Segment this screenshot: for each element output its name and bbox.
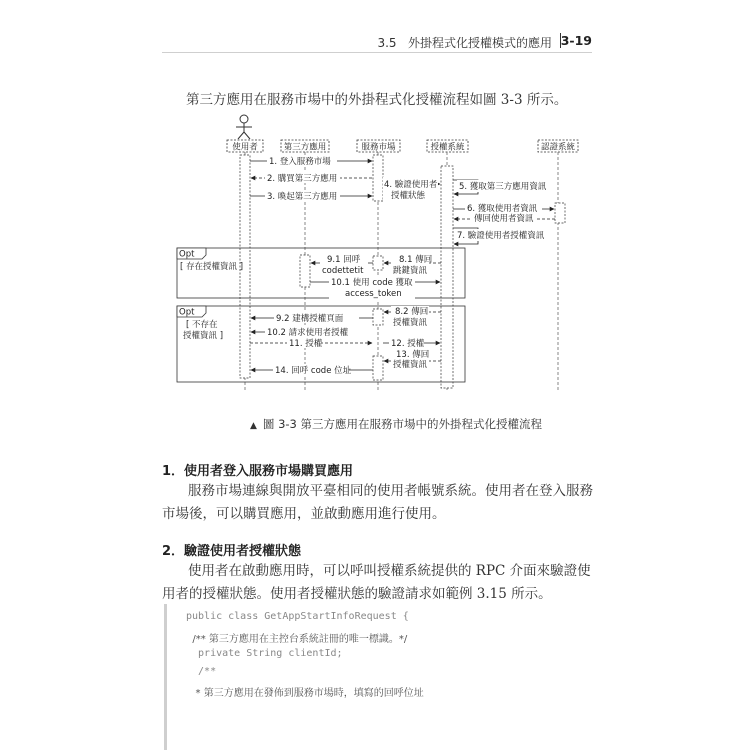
msg-11: 11. 授權 [289,339,323,349]
msg-13a: 13. 傳回 [396,350,430,360]
participant-label-identity-system: 認證系統 [540,142,576,153]
participant-label-third-party-app: 第三方應用 [283,142,327,153]
activation-auth-system [441,166,453,388]
msg-8-1b: 跳鍵資訊 [393,266,428,276]
header-section-title: 3.5 外掛程式化授權模式的應用 [377,36,552,50]
participant-label-auth-system: 授權系統 [430,142,465,153]
opt-condition-2b: 授權資訊 ] [183,331,224,341]
code-line: private String clientId; [186,648,343,659]
section-2-title: 2．驗證使用者授權狀態 [162,544,302,559]
code-line: * 第三方應用在發佈到服務市場時，填寫的回呼位址 [186,688,424,699]
caption-marker: ▲ [250,421,257,431]
msg-7: 7. 驗證使用者授權資訊 [457,231,545,241]
code-line: public class GetAppStartInfoRequest { [186,611,409,622]
section-2-body: 使用者在啟動應用時，可以呼叫授權系統提供的 RPC 介面來驗證使用者的授權狀態。使用者授權狀態的驗證請求如範例 3.15 所示。 [162,563,591,602]
caption-text: 圖 3-3 第三方應用在服務市場中的外掛程式化授權流程 [262,417,543,431]
msg-4b: 授權狀態 [391,191,426,201]
msg-10-1a: 10.1 使用 code 獲取 [331,278,413,288]
code-line: /** [186,666,217,677]
page-number: 3-19 [560,33,592,48]
msg-8-1a: 8.1 傳回 [399,255,433,265]
intro-paragraph: 第三方應用在服務市場中的外掛程式化授權流程如圖 3-3 所示。 [186,92,568,108]
figure-caption [250,416,542,432]
section-1-body: 服務市場連線與開放平臺相同的使用者帳號系統。使用者在登入服務市場後，可以購買應用，並啟動應用進行使用。 [162,483,593,522]
activation-third-party-app [300,255,310,287]
activation-service-market-1 [373,155,383,201]
activation-service-market-4 [373,356,383,380]
msg-12: 12. 授權 [391,339,425,349]
participant-label-service-market: 服務市場 [361,142,396,153]
section-1-title: 1．使用者登入服務市場購買應用 [162,464,354,479]
participant-label-user: 使用者 [232,142,258,153]
msg-6a: 6. 獲取使用者資訊 [467,204,538,214]
code-block-bar [164,604,167,750]
opt-condition-1: [ 存在授權資訊 ] [180,262,244,272]
opt-condition-2a: [ 不存在 [186,320,218,330]
msg-13b: 授權資訊 [393,360,428,370]
msg-1: 1. 登入服務市場 [269,157,331,167]
msg-10-1b: access_token [345,289,402,299]
activation-identity-system [555,203,565,223]
opt-tag-1: Opt [179,249,195,260]
msg-9-1b: codettetit [322,266,364,276]
user-actor-icon [236,115,252,139]
msg-3: 3. 喚起第三方應用 [267,192,338,202]
code-line: /** 第三方應用在主控台系統註冊的唯一標識。*/ [186,634,408,645]
msg-9-1a: 9.1 回呼 [327,255,361,265]
msg-8-2b: 授權資訊 [393,318,428,328]
activation-service-market-2 [373,256,383,270]
activation-service-market-3 [373,309,383,325]
msg-8-2a: 8.2 傳回 [395,307,429,317]
msg-2: 2. 購買第三方應用 [267,174,338,184]
msg-5: 5. 獲取第三方應用資訊 [459,182,547,192]
msg-9-2: 9.2 建構授權頁面 [276,314,344,324]
msg-10-2: 10.2 請求使用者授權 [267,328,349,338]
msg-14: 14. 回呼 code 位址 [275,366,352,376]
msg-4a: 4. 驗證使用者 [384,180,438,190]
code-sample [164,604,598,750]
opt-tag-2: Opt [179,307,195,318]
msg-6b: 傳回使用者資訊 [474,214,534,224]
